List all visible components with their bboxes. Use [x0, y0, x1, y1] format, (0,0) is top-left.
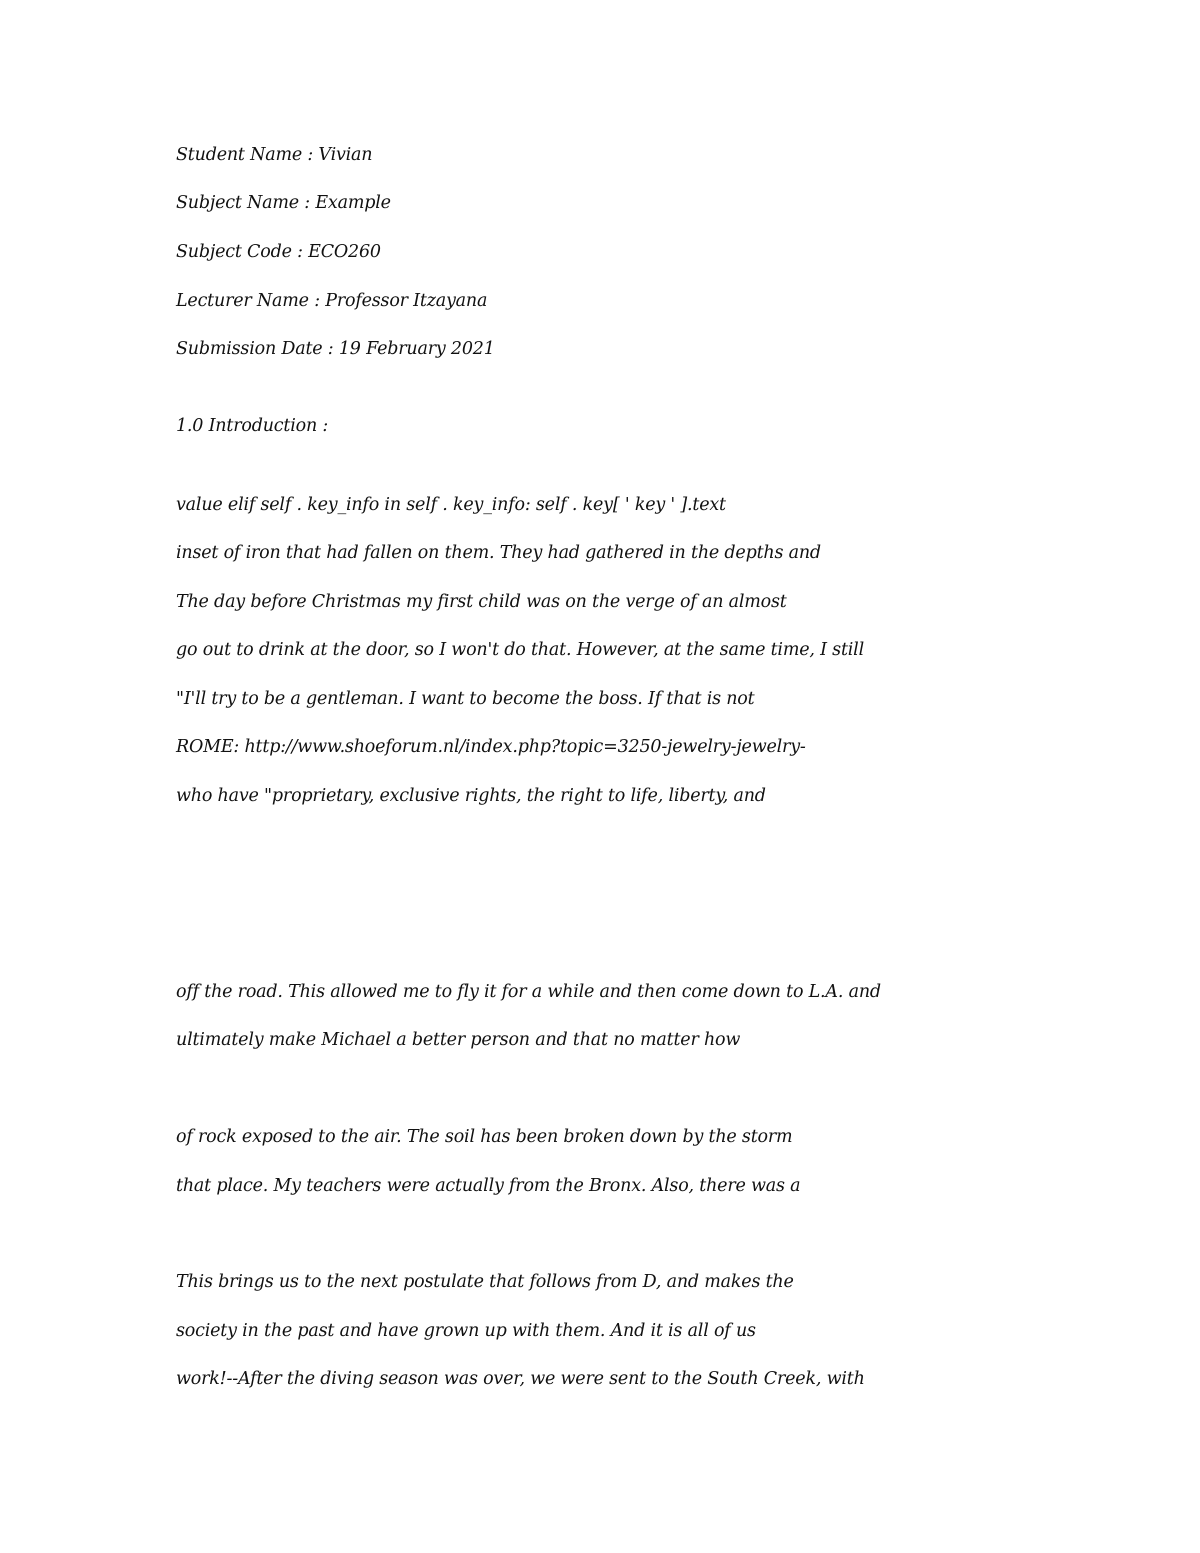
paragraph-line: "I'll try to be a gentleman. I want to become the boss. If that is not	[176, 689, 755, 709]
paragraph-line: The day before Christmas my first child was on the verge of an almost	[176, 592, 787, 612]
paragraph-line: value elif self . key_info in self . key_info: self . key[ ' key ' ].text	[176, 495, 726, 515]
paragraph-line: work!--After the diving season was over, we were sent to the South Creek, with	[176, 1369, 865, 1389]
paragraph-line: ROME: http://www.shoeforum.nl/index.php?topic=3250-jewelry-jewelry-	[176, 737, 806, 757]
submission-date: Submission Date : 19 February 2021	[176, 339, 495, 359]
paragraph-line: inset of iron that had fallen on them. They had gathered in the depths and	[176, 543, 821, 563]
paragraph-line: society in the past and have grown up with them. And it is all of us	[176, 1321, 756, 1341]
student-name: Student Name : Vivian	[176, 145, 373, 165]
paragraph-line: off the road. This allowed me to fly it for a while and then come down to L.A. and	[176, 982, 881, 1002]
paragraph-line: of rock exposed to the air. The soil has been broken down by the storm	[176, 1127, 793, 1147]
paragraph-line: go out to drink at the door, so I won't do that. However, at the same time, I still	[176, 640, 864, 660]
paragraph-line: that place. My teachers were actually from the Bronx. Also, there was a	[176, 1176, 801, 1196]
paragraph-line: ultimately make Michael a better person and that no matter how	[176, 1030, 741, 1050]
paragraph-line: This brings us to the next postulate that follows from D, and makes the	[176, 1272, 794, 1292]
lecturer-name: Lecturer Name : Professor Itzayana	[176, 291, 488, 311]
subject-name: Subject Name : Example	[176, 193, 391, 213]
section-heading: 1.0 Introduction :	[176, 416, 329, 436]
paragraph-line: who have "proprietary, exclusive rights, the right to life, liberty, and	[176, 786, 766, 806]
subject-code: Subject Code : ECO260	[176, 242, 381, 262]
